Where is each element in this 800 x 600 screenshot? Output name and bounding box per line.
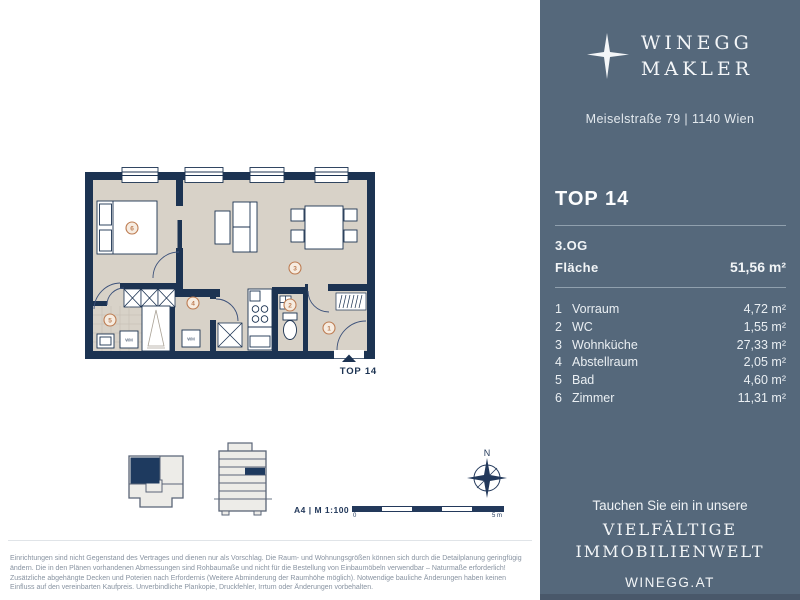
svg-text:6: 6 <box>130 225 134 233</box>
room-row-6 <box>555 390 786 408</box>
svg-text:WM: WM <box>187 336 195 342</box>
compass-rose <box>464 444 510 504</box>
room-row-3 <box>555 337 786 355</box>
area-label: Fläche <box>555 260 599 275</box>
wardrobe-hatched <box>336 293 366 310</box>
floorplan <box>80 162 380 380</box>
coffee-table <box>215 211 230 244</box>
room-area: 1,55 m² <box>743 319 786 334</box>
room-number: 2 <box>555 319 562 334</box>
tagline-intro: Tauchen Sie ein in unsere <box>592 498 748 513</box>
room-area: 11,31 m² <box>737 390 786 405</box>
mini-section-unit-highlight <box>245 468 265 475</box>
winegg-star-icon <box>587 33 629 79</box>
unit-title: TOP 14 <box>555 188 630 210</box>
room-row-4 <box>555 354 786 372</box>
scale-bar <box>294 501 514 521</box>
room-area: 4,60 m² <box>743 373 786 388</box>
room-badge-4 <box>187 297 199 309</box>
room-number: 6 <box>555 390 562 405</box>
room-area: 2,05 m² <box>743 355 786 370</box>
room-badge-6 <box>126 222 138 234</box>
room-row-5 <box>555 372 786 390</box>
scale-text: A4 | M 1:100 <box>294 505 350 515</box>
area-row <box>555 259 786 275</box>
room-name: WC <box>572 319 593 334</box>
mini-building-section <box>214 441 272 519</box>
unit-info <box>555 188 786 408</box>
scale-bar-graphic <box>352 506 504 512</box>
room-number: 5 <box>555 373 562 388</box>
disclaimer-text: Einrichtungen sind nicht Gegenstand des Vertrages und dienen nur als Vorschlag. Die Raum- und Wohnungsgrößen können sich durch die Detailplanung geringfügig ändern. Die in den Plänen vorhandenen Abmessungen sind Rohbaumaße und nicht für die Bestellung von Einbaumöbeln verwendbar – Naturmaße erforderlich! Zusätzliche abgehängte Decken und Poterien nach Erfordernis (Weitere Abminderung der Raumhöhe möglich). Notwendige bauliche Änderungen haben keinen Einfluss auf den vereinbarten Kaufpreis. Unverbindliche Plankopie, Druckfehler, Irrtum oder Änderungen vorbehalten. <box>10 555 522 592</box>
svg-text:5: 5 <box>108 317 112 325</box>
tagline-word-2: IMMOBILIENWELT <box>575 542 765 561</box>
compass-n-label: N <box>483 448 491 458</box>
room-row-2 <box>555 319 786 337</box>
sofa <box>233 202 257 252</box>
sidebar <box>540 0 800 600</box>
area-value: 51,56 m² <box>729 259 786 275</box>
mini-plan-unit-highlight <box>131 458 160 484</box>
washing-machine-bad <box>120 331 138 348</box>
floor-label: 3.OG <box>555 238 588 253</box>
room-area: 27,33 m² <box>736 337 786 352</box>
compass-star <box>467 458 507 498</box>
brand-logo <box>540 30 800 82</box>
room-badge-5 <box>104 314 116 326</box>
room-name: Wohnküche <box>572 337 638 352</box>
sink <box>97 334 114 348</box>
room-badge-2 <box>284 299 296 311</box>
disclaimer-divider <box>8 540 532 541</box>
room-area: 4,72 m² <box>743 302 786 316</box>
svg-text:3: 3 <box>293 265 297 273</box>
scale-five-label: 5 m <box>492 513 503 519</box>
mini-floor-plan <box>126 449 188 513</box>
room-badge-3 <box>289 262 301 274</box>
kitchen-counter <box>248 289 272 350</box>
divider-top <box>555 225 786 226</box>
svg-text:1: 1 <box>327 325 331 333</box>
wardrobe-crossed <box>124 289 175 307</box>
plan-unit-label: TOP 14 <box>339 366 377 377</box>
room-name: Abstellraum <box>572 355 638 370</box>
washing-machine-abstellraum <box>182 330 200 347</box>
svg-text:4: 4 <box>191 300 195 308</box>
tagline-block <box>540 498 800 590</box>
divider-bottom <box>555 287 786 288</box>
room-badge-1 <box>323 322 335 334</box>
room-row-1 <box>555 301 786 319</box>
brand-line2: MAKLER <box>640 58 754 80</box>
tagline-word-1: VIELFÄLTIGE <box>602 520 738 539</box>
property-address: Meiselstraße 79 | 1140 Wien <box>585 112 755 126</box>
room-number: 3 <box>555 337 562 352</box>
cabinet-crossed <box>218 323 242 347</box>
svg-text:2: 2 <box>288 302 292 310</box>
shower <box>142 306 170 351</box>
room-number: 1 <box>555 302 562 316</box>
room-number: 4 <box>555 355 562 370</box>
website-url: WINEGG.AT <box>625 575 715 590</box>
brand-name <box>641 30 753 82</box>
footer-strip <box>540 594 800 600</box>
room-name: Vorraum <box>572 302 620 316</box>
room-name: Zimmer <box>572 390 615 405</box>
brand-line1: WINEGG <box>640 32 753 54</box>
tagline-serif <box>540 519 800 563</box>
room-name: Bad <box>572 373 595 388</box>
scale-zero-label: 0 <box>353 513 357 519</box>
toilet <box>283 313 297 340</box>
svg-text:WM: WM <box>125 337 133 343</box>
